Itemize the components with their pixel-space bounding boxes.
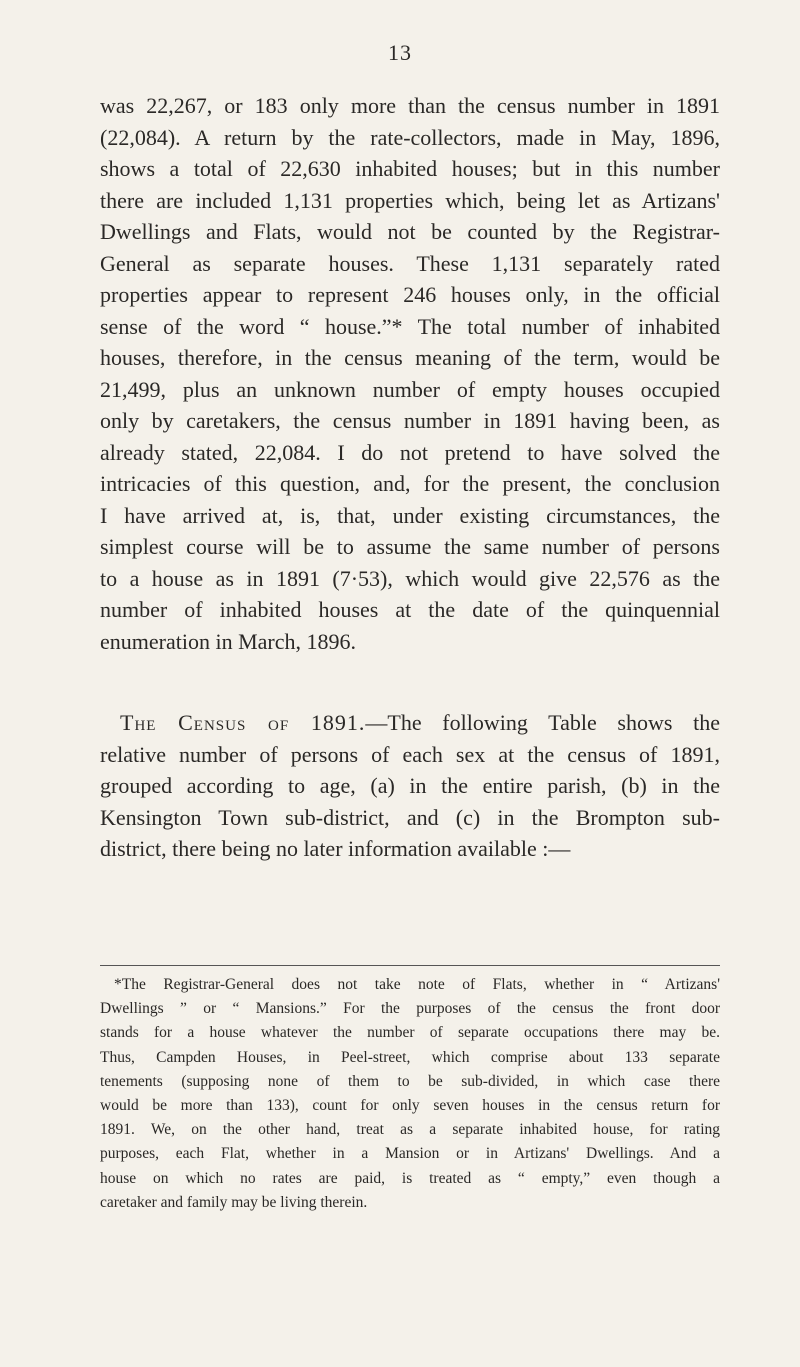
footnote (100, 973, 720, 1215)
footnote-divider (100, 965, 720, 966)
text-line: grouped according to age, (a) in the entire parish, (b) in the (100, 773, 720, 798)
text-line: relative number of persons of each sex at the census of 1891, (100, 741, 720, 767)
paragraph-gap (100, 657, 720, 707)
text-line: there are included 1,131 properties which, being let as Artizans' (100, 187, 720, 213)
footnote-line: tenements (supposing none of them to be sub-divided, in which case there (100, 1072, 720, 1090)
text-line: only by caretakers, the census number in 1891 having been, as (100, 408, 720, 433)
text-line: district, there being no later information available :— (100, 836, 571, 861)
text-line: to a house as in 1891 (7·53), which would give 22,576 as the (100, 565, 720, 591)
text-line: 21,499, plus an unknown number of empty houses occupied (100, 376, 720, 402)
footnote-line: 1891. We, on the other hand, treat as a separate inhabited house, for rating (100, 1121, 720, 1139)
page-number: 13 (388, 40, 412, 65)
text-line: was 22,267, or 183 only more than the census number in 1891 (100, 93, 720, 118)
text-line: I have arrived at, is, that, under existing circumstances, the (100, 502, 720, 528)
section-heading: The Census of 1891. (120, 710, 366, 735)
section-first-line (100, 707, 720, 739)
footnote-line: Thus, Campden Houses, in Peel-street, which comprise about 133 separate (100, 1048, 720, 1066)
footnote-line: house on which no rates are paid, is treated as “ empty,” even though a (100, 1169, 720, 1187)
text-line: properties appear to represent 246 houses only, in the official (100, 282, 720, 307)
text-line: already stated, 22,084. I do not pretend to have solved the (100, 439, 720, 465)
footnote-line: purposes, each Flat, whether in a Mansion or in Artizans' Dwellings. And a (100, 1145, 720, 1163)
text-line: houses, therefore, in the census meaning of the term, would be (100, 345, 720, 370)
footnote-line: caretaker and family may be living therein. (100, 1193, 368, 1211)
text-line: number of inhabited houses at the date of the quinquennial (100, 597, 720, 622)
main-text (100, 90, 720, 865)
text-line: simplest course will be to assume the same number of persons (100, 534, 720, 559)
footnote-line: Dwellings ” or “ Mansions.” For the purposes of the census the front door (100, 1000, 720, 1018)
footnote-line: *The Registrar-General does not take note of Flats, whether in “ Artizans' (114, 976, 720, 993)
text-line: Kensington Town sub-district, and (c) in the Brompton sub- (100, 804, 720, 830)
footnote-line: would be more than 133), count for only seven houses in the census return for (100, 1096, 720, 1114)
text-line: intricacies of this question, and, for the present, the conclusion (100, 471, 720, 496)
text-line: sense of the word “ house.”* The total number of inhabited (100, 313, 720, 339)
section-lead-text: —The following Table shows the (365, 710, 720, 735)
footnote-line: stands for a house whatever the number of separate occupations there may be. (100, 1024, 720, 1042)
text-line: General as separate houses. These 1,131 separately rated (100, 250, 720, 276)
text-line: (22,084). A return by the rate-collectors, made in May, 1896, (100, 124, 720, 150)
text-line: Dwellings and Flats, would not be counted by the Registrar- (100, 219, 720, 244)
text-line: shows a total of 22,630 inhabited houses; but in this number (100, 156, 720, 181)
text-line: enumeration in March, 1896. (100, 628, 356, 654)
